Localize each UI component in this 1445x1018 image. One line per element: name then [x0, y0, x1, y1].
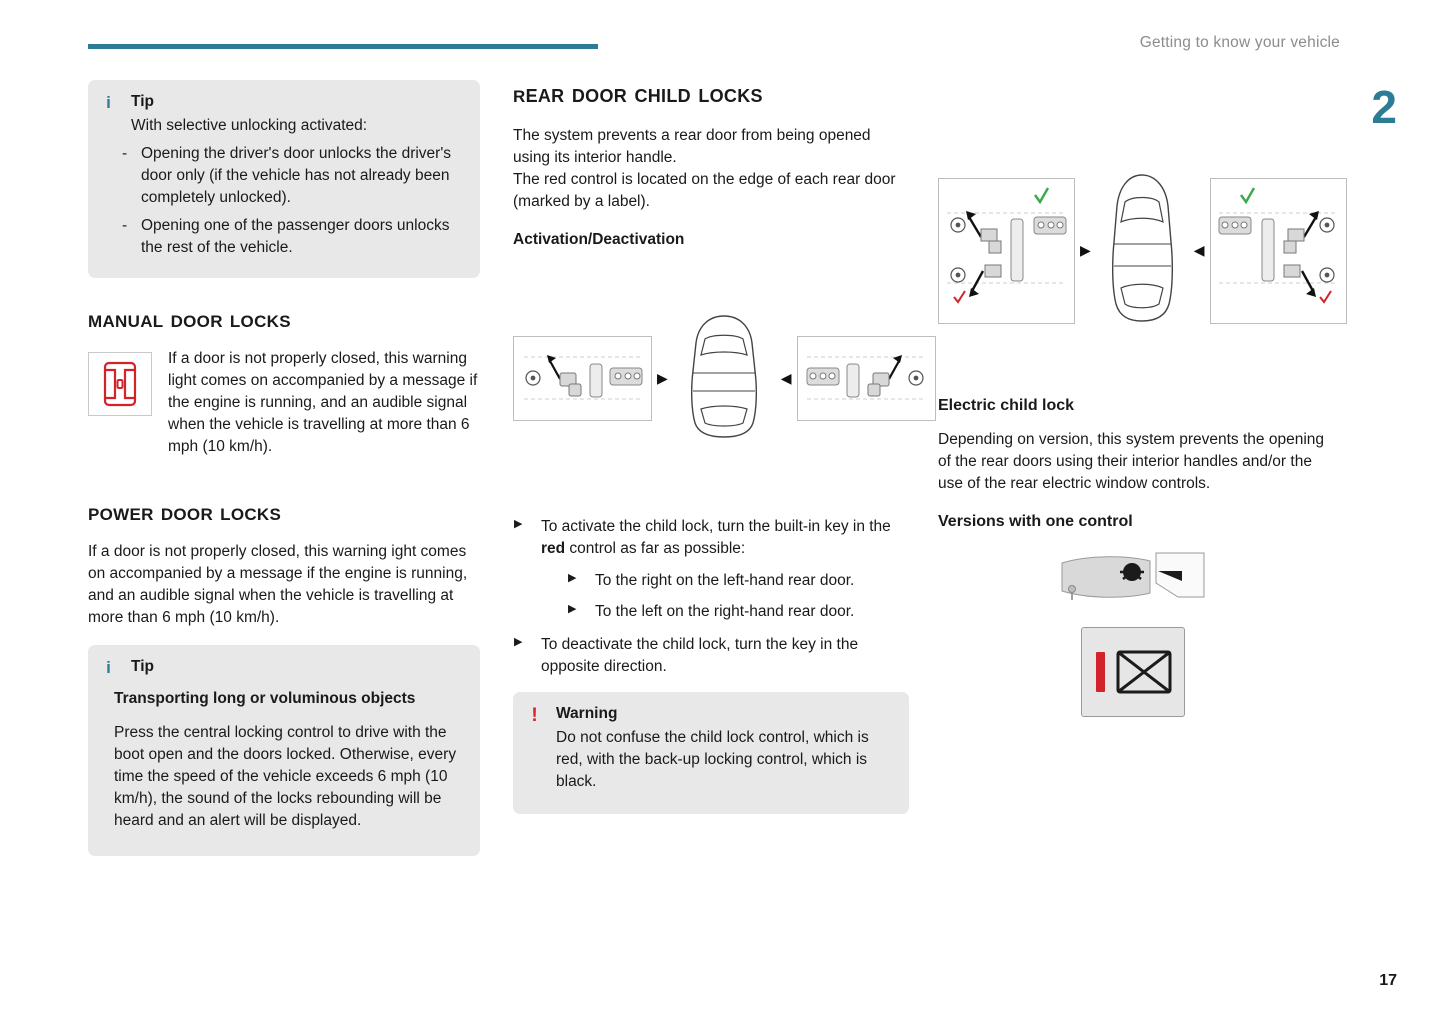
- arrow-left-icon: ◀: [780, 370, 792, 386]
- child-locks-intro-1: The system prevents a rear door from being opened using its interior handle.: [513, 127, 871, 166]
- info-icon: i: [106, 93, 111, 112]
- step-text-before: To activate the child lock, turn the built-in key in the: [541, 518, 891, 535]
- child-lock-deactivation-figure: [938, 172, 1328, 329]
- child-locks-intro-2: The red control is located on the edge of each rear door (marked by a label).: [513, 171, 896, 210]
- figure-left-rear-door: [513, 336, 652, 421]
- subheading-electric-child-lock: Electric child lock: [938, 397, 1075, 414]
- electric-child-lock-label-figure: [938, 627, 1328, 717]
- tip-subtitle: Transporting long or voluminous objects: [114, 690, 416, 707]
- arrow-left-icon: ◀: [1193, 242, 1205, 258]
- chapter-number: 2: [1371, 81, 1397, 133]
- step-text-after: control as far as possible:: [565, 540, 746, 557]
- list-item: ▶ To deactivate the child lock, turn the key in the opposite direction.: [513, 634, 909, 678]
- car-outline-svg: [673, 313, 776, 439]
- warning-icon: !: [531, 705, 538, 726]
- manual-door-locks-body: If a door is not properly closed, this warning light comes on accompanied by a message if the engine is running, and an audible signal when the vehicle is travelling at more than 6 mph (10 km/h).: [168, 350, 478, 455]
- subheading-activation-deactivation: Activation/Deactivation: [513, 231, 685, 248]
- car-top-view: [1096, 172, 1189, 329]
- warning-box-child-lock: [513, 692, 909, 814]
- electric-child-lock-label: [1081, 627, 1185, 717]
- heading-manual-door-locks: manual door locks: [88, 306, 291, 333]
- list-item: - Opening the driver's door unlocks the driver's door only (if the vehicle has not already been completely unlocked).: [105, 143, 463, 209]
- list-item: ▶ To the left on the right-hand rear door.: [567, 601, 909, 623]
- heading-power-door-locks: power door locks: [88, 499, 282, 526]
- tip-body: Press the central locking control to drive with the boot open and the doors locked. Otherwise, every time the speed of the vehicle exceeds 6 mph (10 km/h), the sound of the locks rebounding will be heard and an alert will be displayed.: [114, 724, 457, 829]
- figure-right-rear-door: [797, 336, 936, 421]
- right-door-lock-diagram: [798, 337, 935, 420]
- child-lock-activation-figure: [513, 313, 909, 444]
- child-lock-symbol-svg: [1092, 644, 1174, 700]
- warning-title: Warning: [556, 705, 618, 722]
- tip-title: Tip: [131, 658, 154, 675]
- list-item: - Opening one of the passenger doors unlocks the rest of the vehicle.: [105, 215, 463, 259]
- arrow-right-icon: ▶: [1080, 242, 1091, 258]
- door-handle-control-illustration: [1058, 549, 1208, 607]
- list-item: [513, 516, 909, 623]
- arrow-right-icon: ▶: [657, 370, 668, 386]
- door-handle-control-figure: [938, 549, 1328, 607]
- subheading-versions-one-control: Versions with one control: [938, 512, 1133, 530]
- child-lock-substeps: [567, 570, 909, 623]
- tip-title: Tip: [131, 93, 154, 110]
- left-door-lock-diagram: [514, 337, 651, 420]
- manual-door-locks-figure-row: [88, 348, 480, 469]
- page-number: 17: [1379, 972, 1397, 989]
- car-top-view: [673, 313, 776, 444]
- tip-box-transporting-objects: [88, 645, 480, 856]
- header-rule: [88, 44, 598, 49]
- tip-box-selective-unlocking: [88, 80, 480, 278]
- info-icon: i: [106, 658, 111, 677]
- header-title: Getting to know your vehicle: [1139, 34, 1340, 51]
- middle-column: [513, 80, 909, 814]
- open-door-warning-light-svg: [97, 359, 143, 409]
- child-lock-steps: [513, 516, 909, 678]
- tip-list: [105, 143, 463, 259]
- figure-left-rear-door-deactivate: [938, 178, 1075, 324]
- figure-right-rear-door-deactivate: [1210, 178, 1347, 324]
- open-door-warning-light-icon: [88, 352, 152, 416]
- tip-intro: With selective unlocking activated:: [131, 117, 368, 134]
- step-emphasis: red: [541, 540, 566, 557]
- electric-child-lock-body: Depending on version, this system prevents the opening of the rear doors using their interior handles and/or the use of the rear electric window controls.: [938, 430, 1325, 492]
- car-outline-svg: [1096, 172, 1189, 324]
- right-door-deactivate-diagram: [1211, 179, 1346, 323]
- warning-body: Do not confuse the child lock control, which is red, with the back-up locking control, which is black.: [556, 729, 869, 790]
- heading-rear-door-child-locks: rear door child locks: [513, 80, 763, 108]
- left-door-deactivate-diagram: [939, 179, 1074, 323]
- list-item: ▶ To the right on the left-hand rear door.: [567, 570, 909, 592]
- right-column: [938, 80, 1328, 717]
- left-column: [88, 80, 480, 856]
- power-door-locks-body: If a door is not properly closed, this warning ight comes on accompanied by a message if the engine is running, and an audible signal when the vehicle is travelling at more than 6 mph (10 km/h).: [88, 543, 468, 626]
